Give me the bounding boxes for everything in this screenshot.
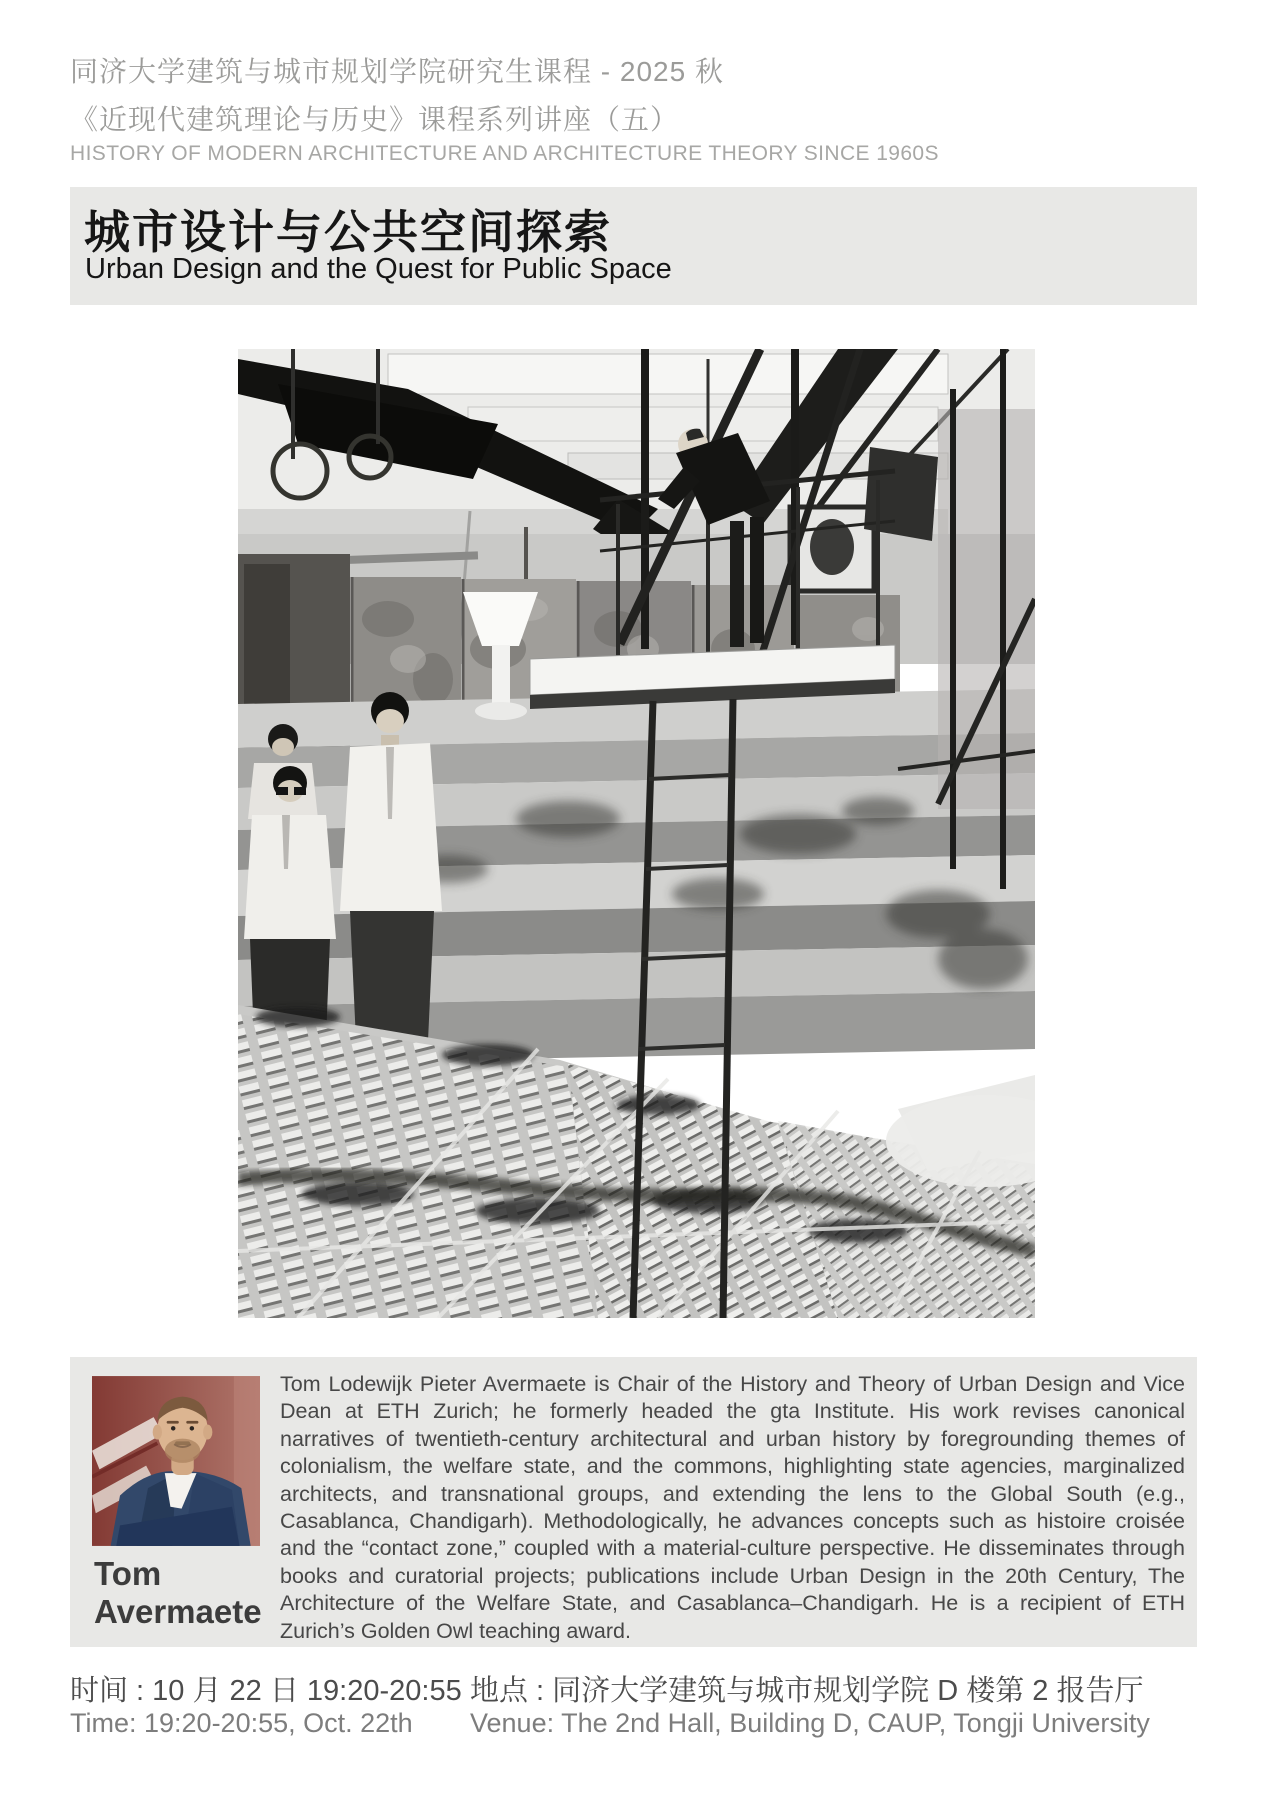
- speaker-name-last: Avermaete: [94, 1593, 262, 1630]
- studio-model-photo-illustration: [238, 349, 1035, 1318]
- time-label-zh: 时间 : 10 月 22 日 19:20-20:55: [70, 1675, 462, 1707]
- lecture-title-en: Urban Design and the Quest for Public Space: [85, 253, 672, 285]
- lecture-photo: [238, 349, 1035, 1318]
- series-title-en: HISTORY OF MODERN ARCHITECTURE AND ARCHITECTURE THEORY SINCE 1960S: [70, 142, 939, 165]
- time-label-en: Time: 19:20-20:55, Oct. 22th: [70, 1708, 413, 1738]
- series-title-zh: 《近现代建筑理论与历史》课程系列讲座（五）: [70, 104, 680, 135]
- speaker-portrait-photo: [92, 1370, 260, 1552]
- lecture-title-zh: 城市设计与公共空间探索: [84, 206, 612, 258]
- portrait-illustration: [92, 1370, 260, 1552]
- speaker-name-first: Tom: [94, 1555, 162, 1592]
- speaker-bio-text: Tom Lodewijk Pieter Avermaete is Chair of the History and Theory of Urban Design and Vice Dean at ETH Zurich; he formerly headed the gta Institute. His work revises canonical narratives of twentieth-century architectural and urban history by foregrounding themes of colonialism, the welfare state, and the commons, highlighting state agencies, marginalized architects, and transnational groups, and extending the lens to the Global South (e.g., Casablanca, Chandigarh). Methodologically, he advances concepts such as histoire croisée and the “contact zone,” coupled with a material-culture perspective. He disseminates through books and curatorial projects; publications include Urban Design in the 20th Century, The Architecture of the Welfare State, and Casablanca–Chandigarh. He is a recipient of ETH Zurich’s Golden Owl teaching award.: [280, 1372, 1185, 1643]
- venue-label-en: Venue: The 2nd Hall, Building D, CAUP, Tongji University: [470, 1708, 1150, 1738]
- venue-label-zh: 地点 : 同济大学建筑与城市规划学院 D 楼第 2 报告厅: [470, 1675, 1144, 1707]
- course-title-zh: 同济大学建筑与城市规划学院研究生课程 - 2025 秋: [70, 56, 724, 87]
